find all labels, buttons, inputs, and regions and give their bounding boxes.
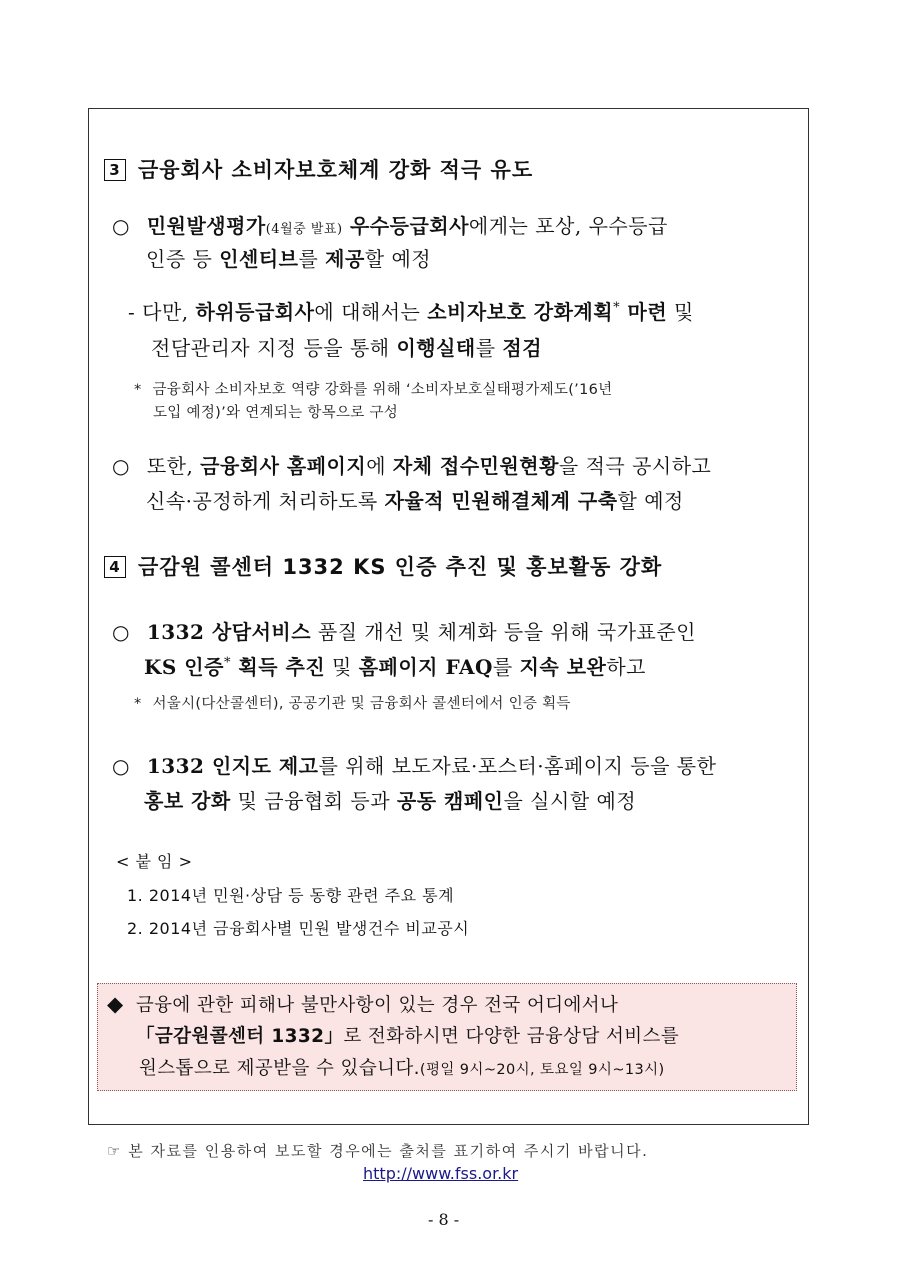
s3sub-p2: 하위등급회사 xyxy=(195,300,315,324)
s4b2-l2c: 공동 캠페인 xyxy=(396,789,504,813)
s3b2-p1: 또한, xyxy=(146,454,201,478)
s3b1-l2e: 할 예정 xyxy=(364,247,432,271)
section-3-heading xyxy=(104,154,533,184)
s4b2-p1: 1332 인지도 제고 xyxy=(146,754,319,778)
footnote-star: * xyxy=(223,655,231,671)
callout-hours: (평일 9시~20시, 토요일 9시~13시) xyxy=(419,1062,665,1078)
s4b1-l2g: 하고 xyxy=(606,655,646,679)
s4b1-l2e: 를 xyxy=(492,655,520,679)
note-marker: * xyxy=(134,382,142,398)
bullet-marker: ○ xyxy=(112,620,130,644)
note-marker: * xyxy=(134,696,142,712)
s4b2-l2b: 및 금융협회 등과 xyxy=(230,789,397,813)
page-number: - 8 - xyxy=(428,1210,460,1229)
s3b1-l2d: 제공 xyxy=(325,247,365,271)
s4b1-p2: 품질 개선 및 체계화 등을 위해 국가표준인 xyxy=(311,620,696,644)
s3b1-text: 에게는 포상, 우수등급 xyxy=(468,214,668,238)
s4-bullet2-line1 xyxy=(112,750,716,779)
attachment-item-1: 1. 2014년 민원·상담 등 동향 관련 주요 통계 xyxy=(127,886,455,905)
s3sub-p4: 소비자보호 강화계획 xyxy=(427,300,614,324)
s3b1-l2c: 를 xyxy=(298,247,326,271)
section-4-title: 금감원 콜센터 1332 KS 인증 추진 및 홍보활동 강화 xyxy=(138,555,663,579)
s3b2-l2a: 신속·공정하게 처리하도록 xyxy=(146,489,385,513)
s3b2-p4: 자체 접수민원현황 xyxy=(392,454,559,478)
s4b1-l2c: 및 xyxy=(325,655,359,679)
s4b1-l2b: 획득 추진 xyxy=(230,655,326,679)
s4-bullet1-line2 xyxy=(144,651,646,680)
attachments-heading: < 붙 임 > xyxy=(116,852,193,871)
s4b2-p2: 를 위해 보도자료·포스터·홈페이지 등을 통한 xyxy=(318,754,717,778)
footer-notice xyxy=(107,1140,648,1161)
bullet-marker: ○ xyxy=(112,214,130,238)
s3b1-text-small: (4월중 발표) xyxy=(265,222,343,237)
fss-website-link[interactable]: http://www.fss.or.kr xyxy=(363,1164,519,1183)
s4-note-text: 서울시(다산콜센터), 공공기관 및 금융회사 콜센터에서 인증 획득 xyxy=(152,696,571,712)
s4-bullet1-line1 xyxy=(112,616,696,645)
s3sub-l2a: 전담관리자 지정 등을 통해 xyxy=(151,336,397,360)
s4-note xyxy=(134,692,571,713)
footer-text: 본 자료를 인용하여 보도할 경우에는 출처를 표기하여 주시기 바랍니다. xyxy=(128,1142,649,1160)
s3sub-p5: 마련 xyxy=(620,300,668,324)
callout-text2: 로 전화하시면 다양한 금융상담 서비스를 xyxy=(343,1026,680,1047)
s3b1-l2b: 인센티브 xyxy=(219,247,299,271)
s3b2-p3: 에 xyxy=(366,454,393,478)
s3-note-line2: 도입 예정)’와 연계되는 항목으로 구성 xyxy=(153,405,399,421)
s4b2-l2d: 을 실시할 예정 xyxy=(503,789,637,813)
s4b1-l2f: 지속 보완 xyxy=(519,655,607,679)
bullet-marker: ○ xyxy=(112,454,130,478)
s4-bullet2-line2 xyxy=(144,785,636,814)
callout-line2 xyxy=(136,1022,679,1048)
attachment-item-2: 2. 2014년 금융회사별 민원 발생건수 비교공시 xyxy=(127,919,470,938)
s3sub-p3: 에 대해서는 xyxy=(314,300,428,324)
callcenter-name: 「금감원콜센터 1332」 xyxy=(136,1026,344,1047)
s3-note-text1: 금융회사 소비자보호 역량 강화를 위해 ‘소비자보호실태평가제도(’16년 xyxy=(152,382,613,398)
s3b2-l2b: 자율적 민원해결체계 구축 xyxy=(384,489,618,513)
s3sub-l2b: 이행실태 xyxy=(396,336,476,360)
diamond-icon: ◆ xyxy=(107,992,124,1016)
s3-sub-line2 xyxy=(151,332,542,361)
s3sub-l2d: 점검 xyxy=(502,336,543,360)
section-4-heading xyxy=(104,551,662,581)
s4b1-p1: 1332 상담서비스 xyxy=(146,620,312,644)
s3b2-p2: 금융회사 홈페이지 xyxy=(200,454,367,478)
s3b1-text-bold2: 우수등급회사 xyxy=(342,214,469,238)
callout-line1 xyxy=(107,991,618,1017)
s4b1-l2d: 홈페이지 FAQ xyxy=(358,655,493,679)
pointing-hand-icon: ☞ xyxy=(107,1142,122,1160)
footnote-star: * xyxy=(613,300,621,316)
dash-marker: - xyxy=(128,300,136,324)
callout-line3 xyxy=(139,1054,665,1080)
s3-bullet2-line1 xyxy=(112,450,711,479)
s3sub-l2c: 를 xyxy=(475,336,503,360)
s3-bullet1-line1 xyxy=(112,210,668,239)
section-number-3: 3 xyxy=(104,159,126,181)
s4b2-l2a: 홍보 강화 xyxy=(144,789,231,813)
s3b1-text-bold: 민원발생평가 xyxy=(146,214,266,238)
bullet-marker: ○ xyxy=(112,754,130,778)
section-number-4: 4 xyxy=(104,556,126,578)
s3-note-line1 xyxy=(134,378,612,399)
s3-bullet1-line2 xyxy=(146,243,431,272)
s3-bullet2-line2 xyxy=(146,485,684,514)
s3b1-l2a: 인증 등 xyxy=(146,247,220,271)
s3sub-p6: 및 xyxy=(667,300,694,324)
section-3-title: 금융회사 소비자보호체계 강화 적극 유도 xyxy=(138,158,534,182)
s3sub-p1: 다만, xyxy=(135,300,196,324)
s3-sub-line1 xyxy=(128,296,694,325)
s3b2-p5: 을 적극 공시하고 xyxy=(558,454,712,478)
callout-text1: 금융에 관한 피해나 불만사항이 있는 경우 전국 어디에서나 xyxy=(135,995,619,1016)
s4b1-l2a: KS 인증 xyxy=(144,655,224,679)
callout-text3: 원스톱으로 제공받을 수 있습니다. xyxy=(139,1058,420,1079)
s3b2-l2c: 할 예정 xyxy=(617,489,684,513)
